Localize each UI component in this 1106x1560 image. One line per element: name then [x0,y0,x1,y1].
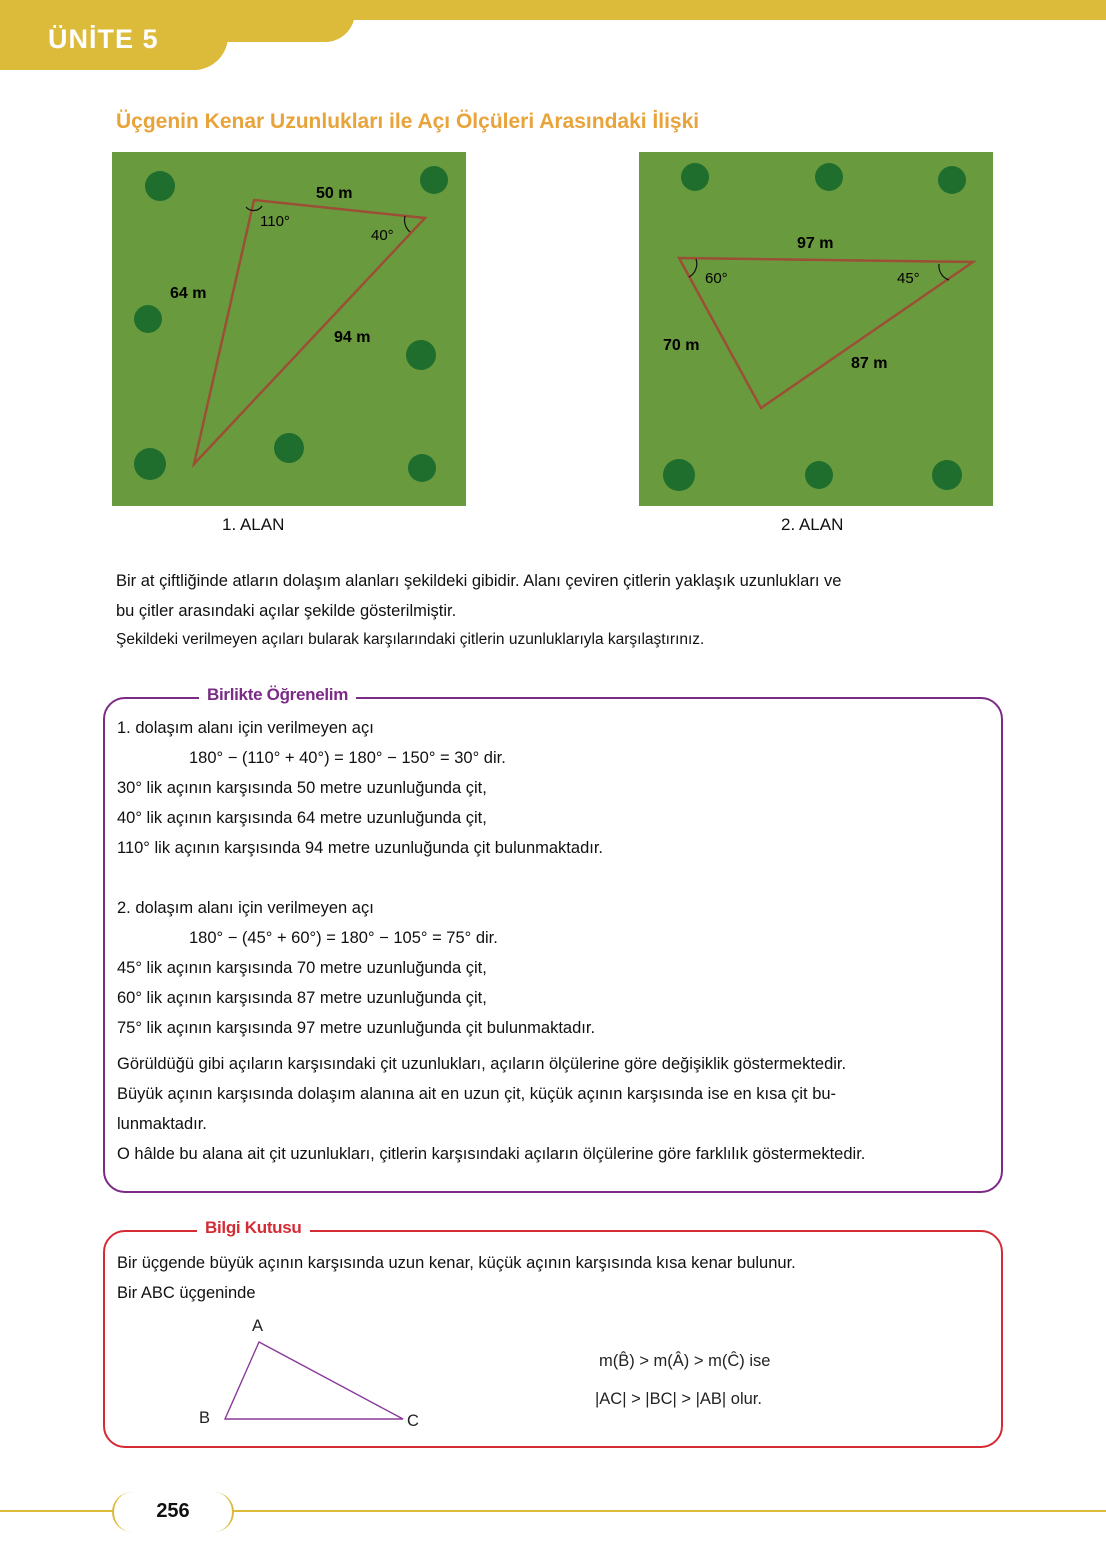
bilgi-kutusu-box [103,1218,1003,1448]
field-2-diagram [639,152,993,506]
svg-text:94 m: 94 m [334,329,371,346]
tree-icon [134,166,448,482]
conclusion-line: Görüldüğü gibi açıların karşısındaki çit uzunlukları, açıların ölçülerine göre değişiklik göstermektedir. [117,1055,847,1073]
intro-task: Şekildeki verilmeyen açıları bularak karşılarındaki çitlerin uzunluklarıyla karşılaştırınız. [116,631,705,648]
conclusion-line: lunmaktadır. [117,1115,207,1133]
svg-text:40°: 40° [371,227,394,244]
intro-line: Bir at çiftliğinde atların dolaşım alanları şekildeki gibidir. Alanı çeviren çitlerin yaklaşık uzunlukları ve [116,572,842,590]
svg-text:64 m: 64 m [170,285,207,302]
field-1-figure [112,152,466,506]
intro-line: bu çitler arasındaki açılar şekilde gösterilmiştir. [116,602,457,620]
vertex-a-label: A [252,1317,264,1335]
text-line: Bir üçgende büyük açının karşısında uzun kenar, küçük açının karşısında kısa kenar bulunur. [117,1254,796,1272]
svg-text:87 m: 87 m [851,355,888,372]
intro-text [116,566,1006,654]
page-number-badge [112,1492,234,1532]
tree-icon [663,163,966,491]
field-1-caption: 1. ALAN [222,515,285,534]
text-line: Bir ABC üçgeninde [117,1284,256,1302]
text-line: 75° lik açının karşısında 97 metre uzunluğunda çit bulunmaktadır. [117,1019,596,1037]
birlikte-ogrenelim-box [103,685,1003,1193]
field-2-caption: 2. ALAN [781,515,844,534]
box-title: Bilgi Kutusu [197,1218,310,1238]
conclusion [117,1049,997,1169]
text-line: 1. dolaşım alanı için verilmeyen açı [117,719,374,737]
page-number: 256 [156,1500,190,1522]
equation: 180° − (110° + 40°) = 180° − 150° = 30° dir. [189,749,506,767]
svg-text:60°: 60° [705,270,728,287]
vertex-c-label: C [407,1412,419,1430]
side-relation: |AC| > |BC| > |AB| olur. [595,1390,762,1408]
unit-tab [0,0,228,70]
vertex-b-label: B [199,1409,211,1427]
text-line: 60° lik açının karşısında 87 metre uzunluğunda çit, [117,989,487,1007]
field-1-diagram [112,152,466,506]
conclusion-line: Büyük açının karşısında dolaşım alanına ait en uzun çit, küçük açının karşısında ise en kısa çit bu- [117,1085,837,1103]
angle-relation: m(B̂) > m(Â) > m(Ĉ) ise [599,1352,771,1370]
svg-text:110°: 110° [260,213,290,230]
box-title: Birlikte Öğrenelim [199,685,356,705]
conclusion-line: O hâlde bu alana ait çit uzunlukları, çitlerin karşısındaki açıların ölçülerine göre farklılık göstermektedir. [117,1145,866,1163]
svg-text:97 m: 97 m [797,235,834,252]
equation: 180° − (45° + 60°) = 180° − 105° = 75° dir. [189,929,498,947]
text-line: 40° lik açının karşısında 64 metre uzunluğunda çit, [117,809,487,827]
text-line: 2. dolaşım alanı için verilmeyen açı [117,899,374,917]
svg-text:50 m: 50 m [316,185,353,202]
unit-label: ÜNİTE 5 [48,24,159,54]
text-line: 110° lik açının karşısında 94 metre uzunluğunda çit bulunmaktadır. [117,839,603,857]
text-line: 45° lik açının karşısında 70 metre uzunluğunda çit, [117,959,487,977]
triangle-abc-diagram [195,1314,435,1434]
svg-text:45°: 45° [897,270,920,287]
field-2-figure [639,152,993,506]
svg-text:70 m: 70 m [663,337,700,354]
section-title: Üçgenin Kenar Uzunlukları ile Açı Ölçüleri Arasındaki İlişki [116,110,700,133]
text-line: 30° lik açının karşısında 50 metre uzunluğunda çit, [117,779,487,797]
